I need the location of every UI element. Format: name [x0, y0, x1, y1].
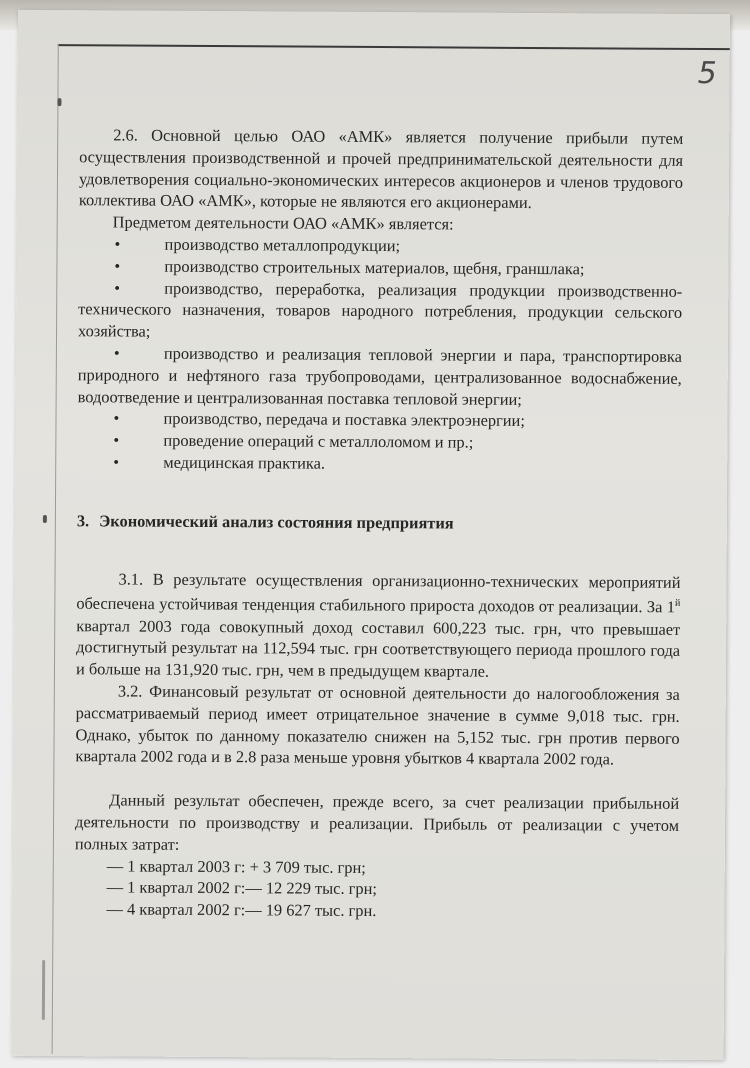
- page-number: 5: [697, 55, 717, 92]
- paragraph-2-6: 2.6. Основной целью ОАО «АМК» является получение прибыли путем осуществления производственной и прочей предпринимательской деятельности для удовлетворения социально-экономических интересов акционеров и членов трудового коллектива ОАО «АМК», которые не являются его акционерами.: [78, 125, 684, 213]
- document-page: [12, 10, 730, 1060]
- list-item: • медицинская практика.: [113, 452, 326, 473]
- profit-line: — 1 квартал 2002 г:— 12 229 тыс. грн;: [106, 877, 377, 899]
- document-body: [74, 124, 683, 924]
- paragraph-3-1: 3.1. В результате осуществления организационно-технических мероприятий обеспечена устойчивая тенденция стабильного прироста доходов от реализации. За $1^й$ квартал 2003 года совокупный доход составил 600,223 тыс. грн, что превышает достигнутый результат на 112,594 тыс. грн соответствующего периода прошлого года и больше на 131,920 тыс. грн, чем в предыдущем квартале.: [75, 568, 681, 681]
- section-number: 3.: [76, 510, 90, 531]
- bullet-icon: •: [113, 408, 120, 428]
- list-item: • производство металлопродукции;: [114, 234, 401, 256]
- paragraph-result: Данный результат обеспечен, прежде всего, за счет реализации прибыльной деятельности по производству и реализации. Прибыль от реализации с учетом полных затрат:: [74, 790, 680, 854]
- frame-left-line: [52, 44, 59, 1054]
- bullet-icon: •: [113, 452, 120, 472]
- profit-line: — 4 квартал 2002 г:— 19 627 тыс. грн.: [106, 899, 377, 921]
- list-item: • производство, передача и поставка электроэнергии;: [113, 408, 525, 431]
- subject-lead: Предметом деятельности ОАО «АМК» является:: [112, 212, 454, 234]
- bullet-icon: •: [113, 343, 120, 363]
- binding-mark: [42, 960, 45, 1020]
- section-title: Экономический анализ состояния предприятия: [99, 511, 454, 533]
- binding-hole: [43, 515, 47, 523]
- bullet-icon: •: [114, 234, 121, 254]
- activity-list: [77, 233, 682, 476]
- section-heading: [77, 510, 681, 535]
- bullet-icon: •: [114, 256, 121, 276]
- list-item: • производство строительных материалов, щебня, граншлака;: [114, 256, 585, 279]
- binding-hole: [57, 98, 61, 106]
- profit-line: — 1 квартал 2003 г: + 3 709 тыс. грн;: [106, 855, 366, 877]
- list-item: • производство, переработка, реализация продукции производственно-технического назначения, товаров народного потребления, продукции сельского хозяйства;: [77, 277, 683, 341]
- bullet-icon: •: [113, 430, 120, 450]
- list-item: • производство и реализация тепловой энергии и пара, транспортировка природного и нефтяного газа трубопроводами, централизованное водоснабжение, водоотведение и централизованная поставка тепловой энергии;: [77, 343, 682, 409]
- bullet-icon: •: [114, 277, 121, 298]
- frame-top-line: [58, 44, 730, 50]
- paragraph-3-2: 3.2. Финансовый результат от основной деятельности до налогообложения за рассматриваемый период имеет отрицательное значение в сумме 9,018 тыс. грн. Однако, убыток по данному показателю снижен на 5,152 тыс. грн против первого квартала 2002 года и в 2.8 раза меньше уровня убытков 4 квартала 2002 года.: [75, 681, 680, 769]
- list-item: • проведение операций с металлоломом и пр.;: [113, 430, 474, 452]
